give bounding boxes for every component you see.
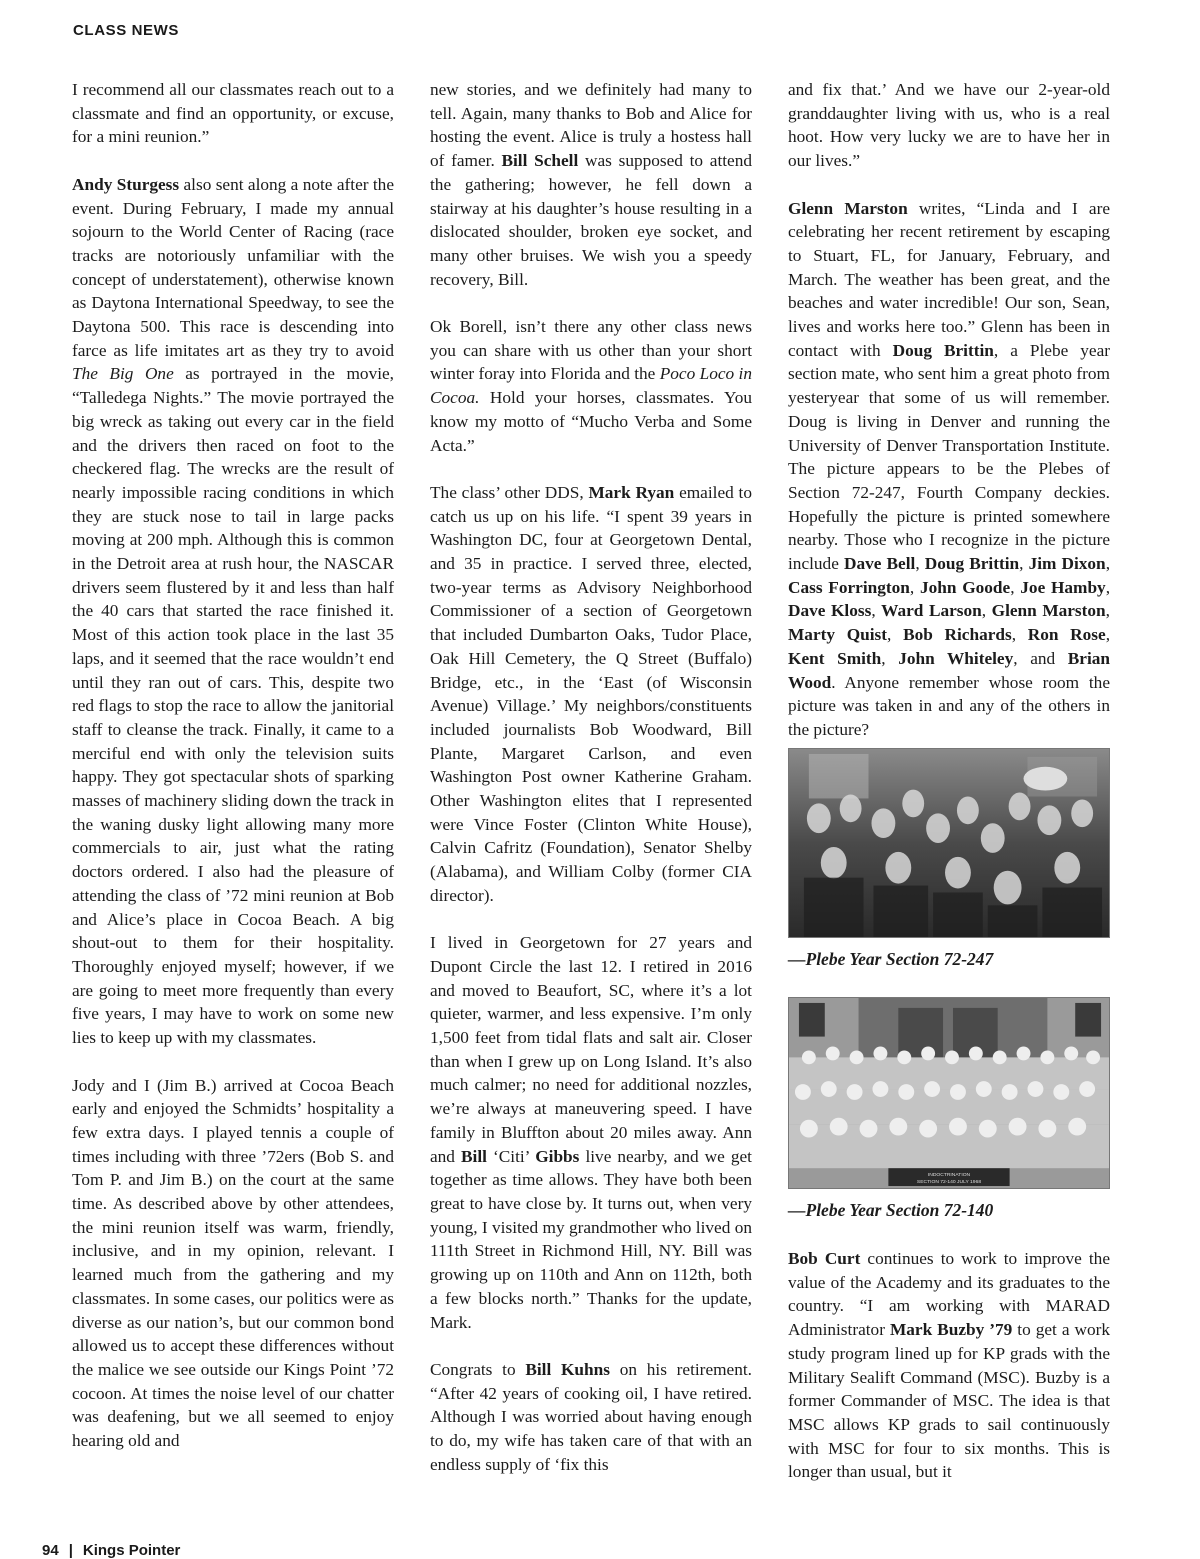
column-2	[430, 78, 752, 1476]
section-header: CLASS NEWS	[73, 22, 180, 39]
classmate-name: Andy Sturgess	[72, 174, 180, 194]
classmate-name: Jim Dixon	[1028, 554, 1106, 574]
classmate-name: Glenn Marston	[991, 601, 1106, 621]
classmate-name: Ward Larson	[881, 601, 982, 621]
photo-sign-text: INDOCTRINATION	[927, 1173, 971, 1179]
classmate-name: Mark Ryan	[588, 482, 675, 502]
paragraph: Jody and I (Jim B.) arrived at Cocoa Beach early and enjoyed the Schmidts’ hospitality a few extra days. I played tennis a couple of times including with three ’72ers (Bob S. and Tom P. and Jim B.) on the court at the same time. As described above by other attendees, the mini reunion itself was warm, friendly, inclusive, and in my opinion, relevant. I learned much from the gathering and my classmates. In some cases, our politics were as diverse as our nation’s, but our common bond allowed us to accept these differences without the malice we see outside our Kings Point ’72 cocoon. At times the noise level of our chatter was deafening, but we all seemed to enjoy hearing old and	[72, 1075, 395, 1451]
paragraph: Ok Borell, isn’t there any other class news you can share with us other than your short winter foray into Florida and the Poco Loco in Cocoa. Hold your horses, classmates. You know my motto of “Mucho Verba and Some Acta.”	[430, 317, 752, 455]
paragraph: Andy Sturgess also sent along a note after the event. During February, I made my annual sojourn to the World Center of Racing (race tracks are notoriously unfamiliar with the concept of understatement), otherwise known as Daytona International Speedway, to see the Daytona 500. This race is descending into farce as life imitates art as they try to avoid The Big One as portrayed in the movie, “Talledega Nights.” The movie portrayed the big wreck as taking out every car in the field and the drivers then raced on foot to the checkered flag. The wrecks are the result of nearly impossible racing conditions in which they are stuck nose to tail in large packs moving at 200 mph. Although this is common in the Detroit area at rush hour, the NASCAR drivers seem flustered by it and less than half the 40 cars that started the race finished it. Most of this action took place in the last 35 laps, and it seemed that the race wouldn’t end until they ran out of cars. This, despite two red flags to stop the race to allow the janitorial staff to cleanse the track. Finally, it came to a merciful end with only the television suits happy. They got spectacular shots of sparking masses of machinery sliding down the track in the waning dusky light allowing many more commercials to air, just what the rating doctors ordered. I also had the pleasure of attending the class of ’72 mini reunion at Bob and Alice’s place in Cocoa Beach. A big shout-out to them for their hospitality. Thoroughly enjoyed myself; however, if we are going to meet more frequently than every five years, I may have to work on some new lies to keep up with my classmates.	[72, 174, 395, 1048]
classmate-name: Doug Brittin	[892, 340, 994, 360]
paragraph: new stories, and we definitely had many to tell. Again, many thanks to Bob and Alice for hosting the event. Alice is truly a hostess hall of famer. Bill Schell was supposed to attend the gathering; however, he fell down a stairway at his daughter’s house resulting in a dislocated shoulder, broken eye socket, and many other bruises. We wish you a speedy recovery, Bill.	[430, 80, 752, 289]
page-number: 94	[42, 1542, 59, 1559]
column-1	[72, 78, 394, 1453]
classmate-name: John Goode	[919, 577, 1011, 597]
paragraph: I lived in Georgetown for 27 years and Dupont Circle the last 12. I retired in 2016 and moved to Beaufort, SC, where it’s a lot quieter, warmer, and less expensive. I’m only 1,500 feet from tidal flats and salt air. Closer than when I grew up on Long Island. It’s also much calmer; no need for additional nozzles, we’re always at maneuvering speed. I have family in Bluffton about 20 miles away. Ann and Bill ‘Citi’ Gibbs live nearby, and we get together as time allows. They have both been great to have close by. It turns out, when very young, I visited my grandmother who lived on 111th Street in Richmond Hill, NY. Bill was growing up on 110th and Ann on 112th, both a few blocks north.” Thanks for the update, Mark.	[430, 933, 752, 1332]
classmate-name: Doug Brittin	[924, 554, 1020, 574]
footer-separator: |	[68, 1542, 73, 1559]
paragraph: The class’ other DDS, Mark Ryan emailed to catch us up on his life. “I spent 39 years in Washington DC, four at Georgetown Dental, and 35 in practice. I served three, elected, two-year terms as Advisory Neighborhood Commissioner of a section of Georgetown that included Dumbarton Oaks, Tudor Place, Oak Hill Cemetery, the Q Street (Buffalo) Bridge, etc., in the ‘East (of Wisconsin Avenue) Village.’ My neighbors/constituents included journalists Bob Woodward, Bill Plante, Margaret Carlson, and even Washington Post owner Katherine Graham. Other Washington elites that I represented were Vince Foster (Clinton White House), Calvin Cafritz (Foundation), Senator Shelby (Alabama), and William Colby (former CIA director).	[430, 482, 752, 905]
classmate-name: Bob Curt	[788, 1249, 861, 1269]
paragraph: Glenn Marston writes, “Linda and I are celebrating her recent retirement by escaping to Stuart, FL, for January, February, and March. The weather has been great, and the beaches and water incredible! Our son, Sean, lives and works here too.” Glenn has been in contact with Doug Brittin, a Plebe year section mate, who sent him a great photo from yesteryear that some of us will remember. Doug is living in Denver and running the University of Denver Transportation Institute. The picture appears to be the Plebes of Section 72-247, Fourth Company deckies. Hopefully the picture is printed somewhere nearby. Those who I recognize in the picture include Dave Bell, Doug Brittin, Jim Dixon, Cass Forrington, John Goode, Joe Hamby, Dave Kloss, Ward Larson, Glenn Marston, Marty Quist, Bob Richards, Ron Rose, Kent Smith, John Whiteley, and Brian Wood. Anyone remember whose room the picture was taken in and any of the others in the picture?	[788, 198, 1111, 739]
classmate-name: Dave Bell	[843, 554, 916, 574]
photo-caption: —Plebe Year Section 72-140	[788, 1200, 994, 1221]
classmate-name: Bill Kuhns	[525, 1359, 610, 1379]
group-photo-section-72-247	[788, 748, 1110, 938]
classmate-name: Glenn Marston	[788, 198, 908, 218]
photo-sign-text: SECTION 72-140 JULY 1968	[916, 1180, 982, 1186]
classmate-name: Joe Hamby	[1020, 577, 1106, 597]
movie-reference: The Big One	[72, 364, 174, 384]
classmate-name: Gibbs	[535, 1146, 580, 1166]
classmate-name: Marty Quist	[788, 625, 888, 645]
classmate-name: Dave Kloss	[788, 601, 872, 621]
column-3	[788, 78, 1110, 1484]
paragraph: Bob Curt continues to work to improve the value of the Academy and its graduates to the country. “I am working with MARAD Administrator Mark Buzby ’79 to get a work study program lined up for KP grads with the Military Sealift Command (MSC). Buzby is a former Commander of MSC. The idea is that MSC allows KP grads to sail continuously with MSC for four to six months. This is longer than usual, but it	[788, 1249, 1110, 1482]
italic-phrase: Poco Loco in Cocoa.	[430, 364, 752, 408]
classmate-name: John Whiteley	[898, 648, 1014, 668]
paragraph: Congrats to Bill Kuhns on his retirement. “After 42 years of cooking oil, I have retired. Although I was worried about having enough to do, my wife has taken care of that with an endless supply of ‘fix this	[430, 1359, 752, 1474]
classmate-name: Bill Schell	[501, 151, 579, 171]
classmate-name: Cass Forrington	[788, 577, 910, 597]
paragraph: I recommend all our classmates reach out to a classmate and find an opportunity, or excuse, for a mini reunion.”	[72, 80, 394, 147]
group-photo-section-72-140	[788, 997, 1110, 1189]
paragraph: and fix that.’ And we have our 2-year-old granddaughter living with us, who is a real hoot. How very lucky we are to have her in our lives.”	[788, 80, 1110, 171]
publication-name: Kings Pointer	[82, 1542, 181, 1559]
classmate-name: Brian Wood	[788, 648, 1110, 692]
photo-caption: —Plebe Year Section 72-247	[788, 948, 994, 969]
classmate-name: Bob Richards	[903, 625, 1012, 645]
classmate-name: Kent Smith	[788, 648, 882, 668]
classmate-name: Mark Buzby ’79	[889, 1320, 1013, 1340]
page-footer	[42, 1542, 180, 1559]
classmate-name: Ron Rose	[1027, 625, 1106, 645]
classmate-name: Bill	[461, 1146, 487, 1166]
recognized-names-list: Dave Bell, Doug Brittin, Jim Dixon, Cass Forrington, John Goode, Joe Hamby, Dave Kloss, Ward Larson, Glenn Marston, Marty Quist, Bob Richards, Ron Rose, Kent Smith, John Whiteley,	[788, 554, 1111, 668]
